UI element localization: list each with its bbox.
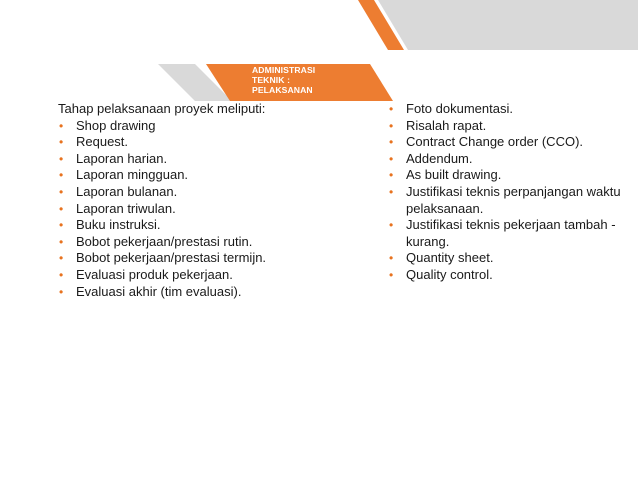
bullet-icon: • (389, 218, 394, 233)
bullet-icon: • (59, 234, 64, 249)
list-item-text: Evaluasi produk pekerjaan. (76, 266, 233, 282)
bullet-icon: • (59, 251, 64, 266)
bullet-icon: • (59, 135, 64, 150)
list-item-text: Justifikasi teknis pekerjaan tambah - kurang. (406, 217, 616, 249)
bullet-icon: • (389, 151, 394, 166)
list-item-text: Contract Change order (CCO). (406, 134, 584, 150)
list-item-text: As built drawing. (406, 167, 502, 183)
list-item-text: Foto dokumentasi. (406, 101, 513, 116)
list-item-text: Risalah rapat. (406, 117, 487, 133)
list-item-text: Laporan bulanan. (76, 183, 178, 199)
list-item (58, 250, 378, 267)
section-title (252, 65, 362, 95)
right-bullet-list (388, 101, 636, 284)
list-item-text: Laporan harian. (76, 150, 168, 166)
bullet-icon: • (59, 184, 64, 199)
list-item-text: Evaluasi akhir (tim evaluasi). (76, 283, 242, 299)
bullet-icon: • (59, 151, 64, 166)
list-item-text: Quality control. (406, 266, 493, 282)
list-item-text: Quantity sheet. (406, 250, 494, 266)
list-item-text: Bobot pekerjaan/prestasi termijn. (76, 250, 267, 266)
top-right-grey-band (378, 0, 638, 50)
list-item-text: Bobot pekerjaan/prestasi rutin. (76, 233, 253, 249)
list-item (58, 234, 378, 251)
bullet-icon: • (59, 118, 64, 133)
bullet-icon: • (389, 102, 394, 116)
list-item (58, 151, 378, 168)
list-item (388, 118, 636, 135)
bullet-icon: • (389, 251, 394, 266)
section-title-line: ADMINISTRASI (252, 65, 316, 75)
list-item (388, 217, 636, 250)
list-item (58, 184, 378, 201)
list-item (388, 267, 636, 284)
list-item (58, 267, 378, 284)
list-item-text: Justifikasi teknis perpanjangan waktu pelaksanaan. (406, 183, 621, 216)
section-title-line: TEKNIK : (252, 75, 291, 85)
list-item-text: Shop drawing (76, 117, 156, 133)
list-item-text: Addendum. (406, 150, 473, 166)
list-item (388, 250, 636, 267)
bullet-icon: • (59, 284, 64, 299)
list-item-text: Buku instruksi. (76, 217, 161, 233)
list-item (388, 151, 636, 168)
left-bullet-list (58, 118, 378, 301)
intro-text: Tahap pelaksanaan proyek meliputi: (58, 101, 266, 116)
right-column (388, 101, 636, 284)
list-item (58, 284, 378, 301)
bullet-icon: • (389, 184, 394, 199)
bullet-icon: • (59, 267, 64, 282)
bullet-icon: • (389, 135, 394, 150)
bullet-icon: • (59, 218, 64, 233)
list-item (388, 184, 636, 217)
left-column (58, 101, 378, 300)
list-item-text: Request. (76, 134, 129, 150)
list-item (388, 101, 636, 118)
list-item (58, 134, 378, 151)
bullet-icon: • (389, 118, 394, 133)
list-item (58, 201, 378, 218)
list-item (58, 217, 378, 234)
list-item (58, 118, 378, 135)
bullet-icon: • (59, 168, 64, 183)
list-item (388, 134, 636, 151)
list-item (58, 167, 378, 184)
list-item (388, 167, 636, 184)
list-item-text: Laporan mingguan. (76, 167, 189, 183)
section-title-line: PELAKSANAN (252, 85, 313, 95)
bullet-icon: • (389, 168, 394, 183)
list-item-text: Laporan triwulan. (76, 200, 176, 216)
bullet-icon: • (389, 267, 394, 282)
bullet-icon: • (59, 201, 64, 216)
